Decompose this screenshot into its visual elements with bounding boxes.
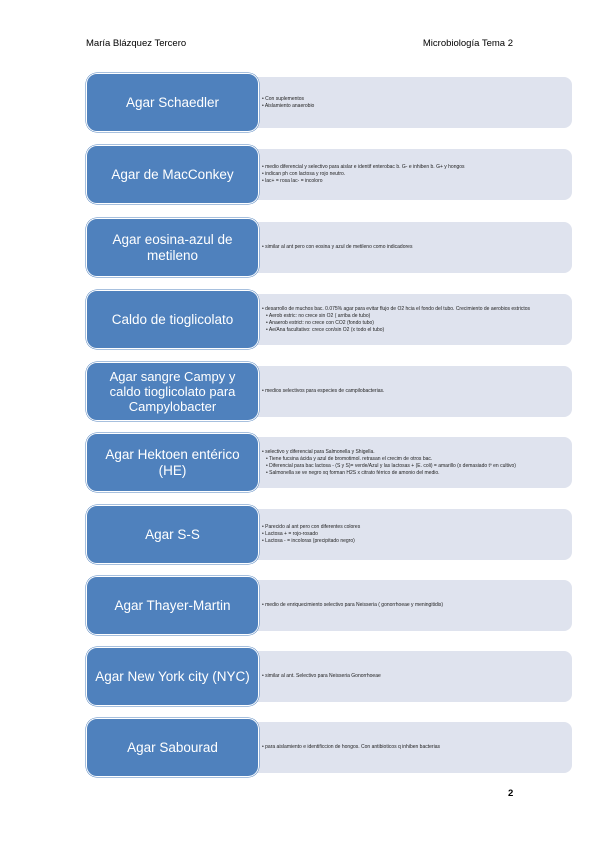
detail-line: • Salmonella se ve negro xq forman H2S x citrato férrico de amonio del medio. <box>266 469 440 476</box>
list-item <box>86 576 572 635</box>
item-label: Agar eosina-azul de metileno <box>86 218 259 277</box>
page-number: 2 <box>508 788 514 799</box>
item-label: Agar New York city (NYC) <box>86 647 259 706</box>
item-label: Caldo de tioglicolato <box>86 290 259 349</box>
item-label: Agar Schaedler <box>86 73 259 132</box>
detail-line: • similar al ant pero con eosina y azul de metileno como indicadores <box>262 244 413 250</box>
item-detail <box>226 722 572 773</box>
item-detail <box>226 580 572 631</box>
list-item <box>86 145 572 204</box>
item-label: Agar sangre Campy y caldo tioglicolato para Campylobacter <box>86 362 259 421</box>
detail-line: • lac+ = rosa lac- = incoloro <box>262 178 323 184</box>
detail-line: • similar al ant. Selectivo para Neisseria Gonorrhoeae <box>262 673 381 679</box>
detail-line: • Anaerob estrict: no crece con CO2 (fondo tubo) <box>266 319 374 326</box>
page-header <box>86 38 513 52</box>
item-detail <box>226 366 572 417</box>
item-detail <box>226 77 572 128</box>
detail-line: • indican ph con lactosa y rojo neutro. <box>262 171 346 177</box>
detail-line: • Lactosa - = incoloras (precipitado negro) <box>262 538 355 544</box>
detail-line: • medio diferencial y selectivo para aislar e identif enterobac b. G- e inhiben b. G+ y hongos <box>262 164 465 170</box>
subject-title: Microbiología Tema 2 <box>422 38 513 49</box>
item-label: Agar de MacConkey <box>86 145 259 204</box>
list-item <box>86 647 572 706</box>
item-detail <box>226 437 572 488</box>
list-item <box>86 73 572 132</box>
item-detail <box>226 222 572 273</box>
item-label: Agar Hektoen entérico (HE) <box>86 433 259 492</box>
detail-line: • Aerob estric: no crece sin O2 ( arriba de tubo) <box>266 312 371 319</box>
item-label: Agar Thayer-Martin <box>86 576 259 635</box>
item-detail <box>226 149 572 200</box>
item-detail <box>226 509 572 560</box>
list-item <box>86 362 572 421</box>
detail-line: • Aislamiento anaerobio <box>262 102 315 109</box>
detail-line: • para aislamiento e identificcion de hongos. Con antibioticos q inhiben bacterias <box>262 744 440 750</box>
list-item <box>86 290 572 349</box>
item-detail <box>226 294 572 345</box>
list-item <box>86 505 572 564</box>
item-detail <box>226 651 572 702</box>
item-label: Agar Sabourad <box>86 718 259 777</box>
detail-line: • Tiene fucsina ácida y azul de bromotimol. retrasan el crecim de otros bac. <box>266 455 433 462</box>
list-item <box>86 718 572 777</box>
author-name: María Blázquez Tercero <box>86 38 187 49</box>
detail-line: • medios selectivos para especies de campilobacterias. <box>262 388 385 394</box>
detail-line: • Lactosa + = rojo-rosado <box>262 531 318 537</box>
item-label: Agar S-S <box>86 505 259 564</box>
detail-line: • Ae/Ana facultativo: crece con/sin O2 (x todo el tubo) <box>266 326 385 333</box>
list-item <box>86 433 572 492</box>
detail-line: • Con suplementos <box>262 95 305 102</box>
detail-line: • Parecido al ant pero con diferentes colores <box>262 524 361 530</box>
detail-line: • desarrollo de muchos bac. 0.075% agar para evitar flujo de O2 hcia el fondo del tubo. Crecimiento de aerobios estrictos <box>262 305 531 312</box>
detail-line: • Diferencial para bac lactosa - (S y S)= verde/Azul y las lactosas + (E. coli) = amarillo (x demasiado tº en cultivo) <box>266 462 516 469</box>
list-item <box>86 218 572 277</box>
detail-line: • selectivo y diferencial para Salmonella y Shigella. <box>262 448 375 455</box>
detail-line: • medio de enriquecimiento selectivo para Neisseria ( gonorrhoeae y meningitidis) <box>262 602 444 608</box>
